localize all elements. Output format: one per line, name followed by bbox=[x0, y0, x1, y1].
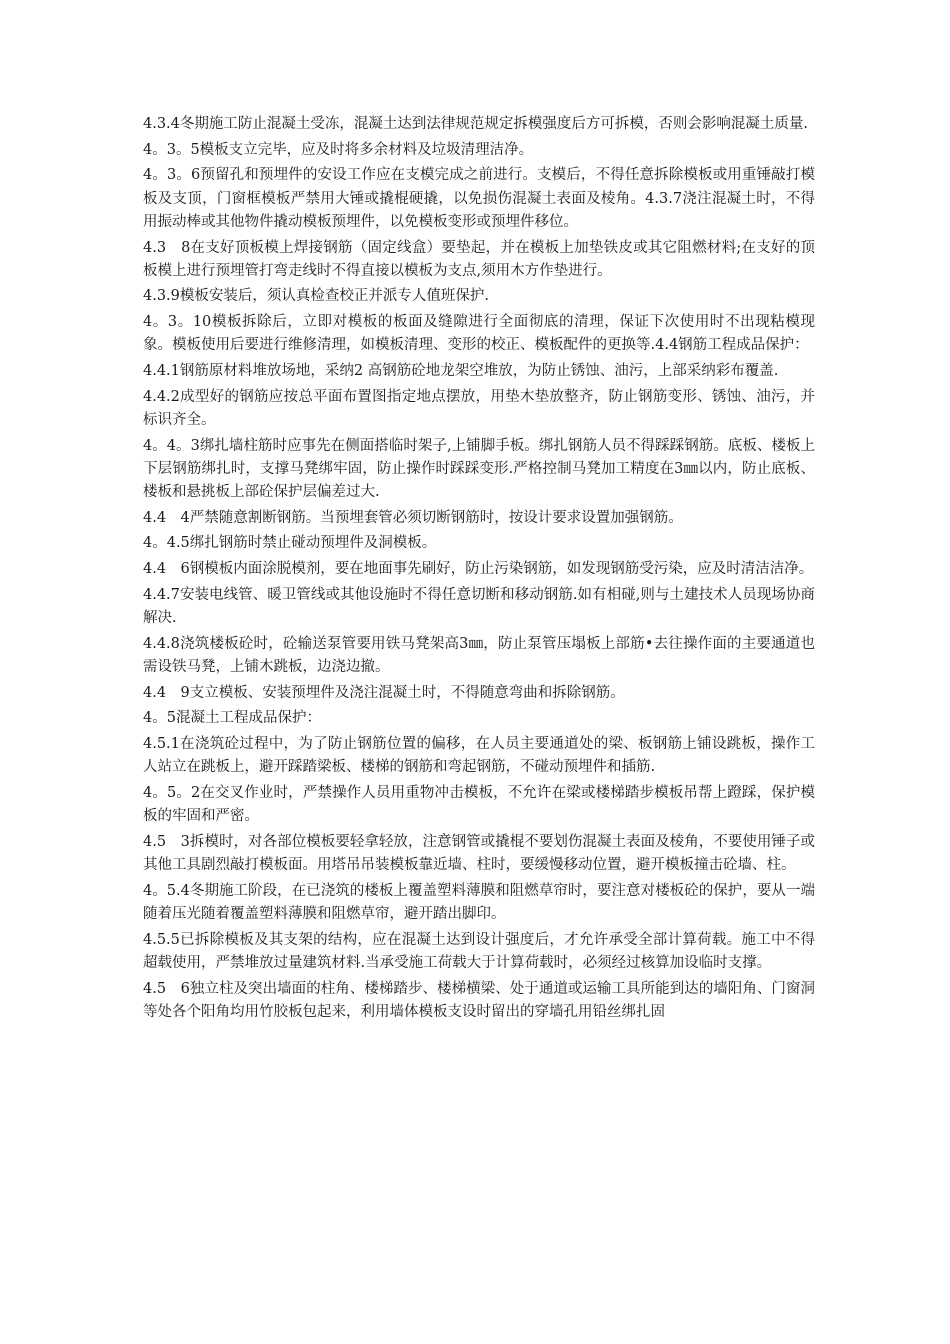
paragraph: 4.4.8浇筑楼板砼时，砼输送泵管要用铁马凳架高3㎜，防止泵管压塌板上部筋•去往操作面的主要通道也需设铁马凳，上铺木跳板，边浇边撤。 bbox=[143, 635, 815, 675]
paragraph: 4.4.7安装电线管、暖卫管线或其他设施时不得任意切断和移动钢筋.如有相碰,则与土建技术人员现场协商解决. bbox=[143, 586, 815, 627]
paragraph: 4.4 9支立模板、安装预埋件及浇注混凝土时，不得随意弯曲和拆除钢筋。 bbox=[143, 684, 625, 701]
paragraph: 4。3。10模板拆除后，立即对模板的板面及缝隙进行全面彻底的清理，保证下次使用时不出现粘模现象。模板使用后要进行维修清理，如模板清理、变形的校正、模板配件的更换等.4.4钢筋工程成品保护： bbox=[143, 314, 815, 354]
paragraph: 4。3。5模板支立完毕，应及时将多余材料及垃圾清理洁净。 bbox=[143, 141, 534, 158]
paragraph: 4。3。6预留孔和预埋件的安设工作应在支模完成之前进行。支模后，不得任意拆除模板或用重锤敲打模板及支顶，门窗框模板严禁用大锤或撬棍硬撬，以免损伤混凝土表面及棱角。4.3.7浇注混凝土时，不得用振动棒或其他物件撬动模板预埋件，以免模板变形或预埋件移位。 bbox=[143, 167, 815, 230]
paragraph: 4.3.4冬期施工防止混凝土受冻，混凝土达到法律规范规定拆模强度后方可拆模，否则会影响混凝土质量. bbox=[143, 116, 808, 132]
paragraph: 4.5 6独立柱及突出墙面的柱角、楼梯踏步、楼梯横梁、处于通道或运输工具所能到达的墙阳角、门窗洞等处各个阳角均用竹胶板包起来，利用墙体模板支设时留出的穿墙孔用铅丝绑扎固 bbox=[143, 980, 815, 1020]
paragraph: 4.4.2成型好的钢筋应按总平面布置图指定地点摆放，用垫木垫放整齐，防止钢筋变形、锈蚀、油污，并标识齐全。 bbox=[143, 388, 815, 428]
paragraph: 4.4 4严禁随意割断钢筋。当预埋套管必须切断钢筋时，按设计要求设置加强钢筋。 bbox=[143, 509, 683, 526]
paragraph: 4。5。2在交叉作业时，严禁操作人员用重物冲击模板，不允许在梁或楼梯踏步模板吊帮上蹬踩，保护模板的牢固和严密。 bbox=[143, 784, 815, 825]
paragraph: 4.3.9模板安装后，须认真检查校正并派专人值班保护. bbox=[143, 288, 490, 305]
paragraph: 4。5混凝土工程成品保护： bbox=[143, 710, 321, 727]
paragraph: 4.5 3拆模时，对各部位模板要轻拿轻放，注意钢管或撬棍不要划伤混凝土表面及棱角，不要使用锤子或其他工具剧烈敲打模板面。用塔吊吊装模板靠近墙、柱时，要缓慢移动位置，避开模板撞击砼墙、柱。 bbox=[143, 833, 815, 874]
paragraph: 4。4。3绑扎墙柱筋时应事先在侧面搭临时架子,上铺脚手板。绑扎钢筋人员不得踩踩钢筋。底板、楼板上下层钢筋绑扎时，支撑马凳绑牢固，防止操作时踩踩变形.严格控制马凳加工精度在3㎜以内，防止底板、楼板和悬挑板上部砼保护层偏差过大. bbox=[143, 437, 815, 501]
paragraph: 4.4 6钢模板内面涂脱模剂，要在地面事先刷好，防止污染钢筋，如发现钢筋受污染，应及时清洁洁净。 bbox=[143, 561, 814, 578]
paragraph: 4.5.1在浇筑砼过程中，为了防止钢筋位置的偏移，在人员主要通道处的梁、板钢筋上铺设跳板，操作工人站立在跳板上，避开踩踏梁板、楼梯的钢筋和弯起钢筋，不碰动预埋件和插筋. bbox=[143, 736, 815, 776]
paragraph: 4.5.5已拆除模板及其支架的结构，应在混凝土达到设计强度后，才允许承受全部计算荷载。施工中不得超载使用，严禁堆放过量建筑材料.当承受施工荷载大于计算荷载时，必须经过核算加设临时支撑。 bbox=[143, 931, 815, 971]
paragraph: 4.3 8在支好顶板模上焊接钢筋（固定线盒）要垫起，并在模板上加垫铁皮或其它阻燃材料;在支好的顶板模上进行预埋管打弯走线时不得直接以模板为支点,须用木方作垫进行。 bbox=[143, 239, 815, 279]
paragraph: 4。4.5绑扎钢筋时禁止碰动预埋件及洞模板。 bbox=[143, 535, 437, 552]
document-body bbox=[143, 113, 815, 1027]
paragraph: 4。5.4冬期施工阶段，在已浇筑的楼板上覆盖塑料薄膜和阻燃草帘时，要注意对楼板砼的保护，要从一端随着压光随着覆盖塑料薄膜和阻燃草帘，避开踏出脚印。 bbox=[143, 882, 815, 922]
paragraph: 4.4.1钢筋原材料堆放场地，采纳2 高钢筋砼地龙架空堆放，为防止锈蚀、油污，上部采纳彩布覆盖. bbox=[143, 363, 779, 380]
